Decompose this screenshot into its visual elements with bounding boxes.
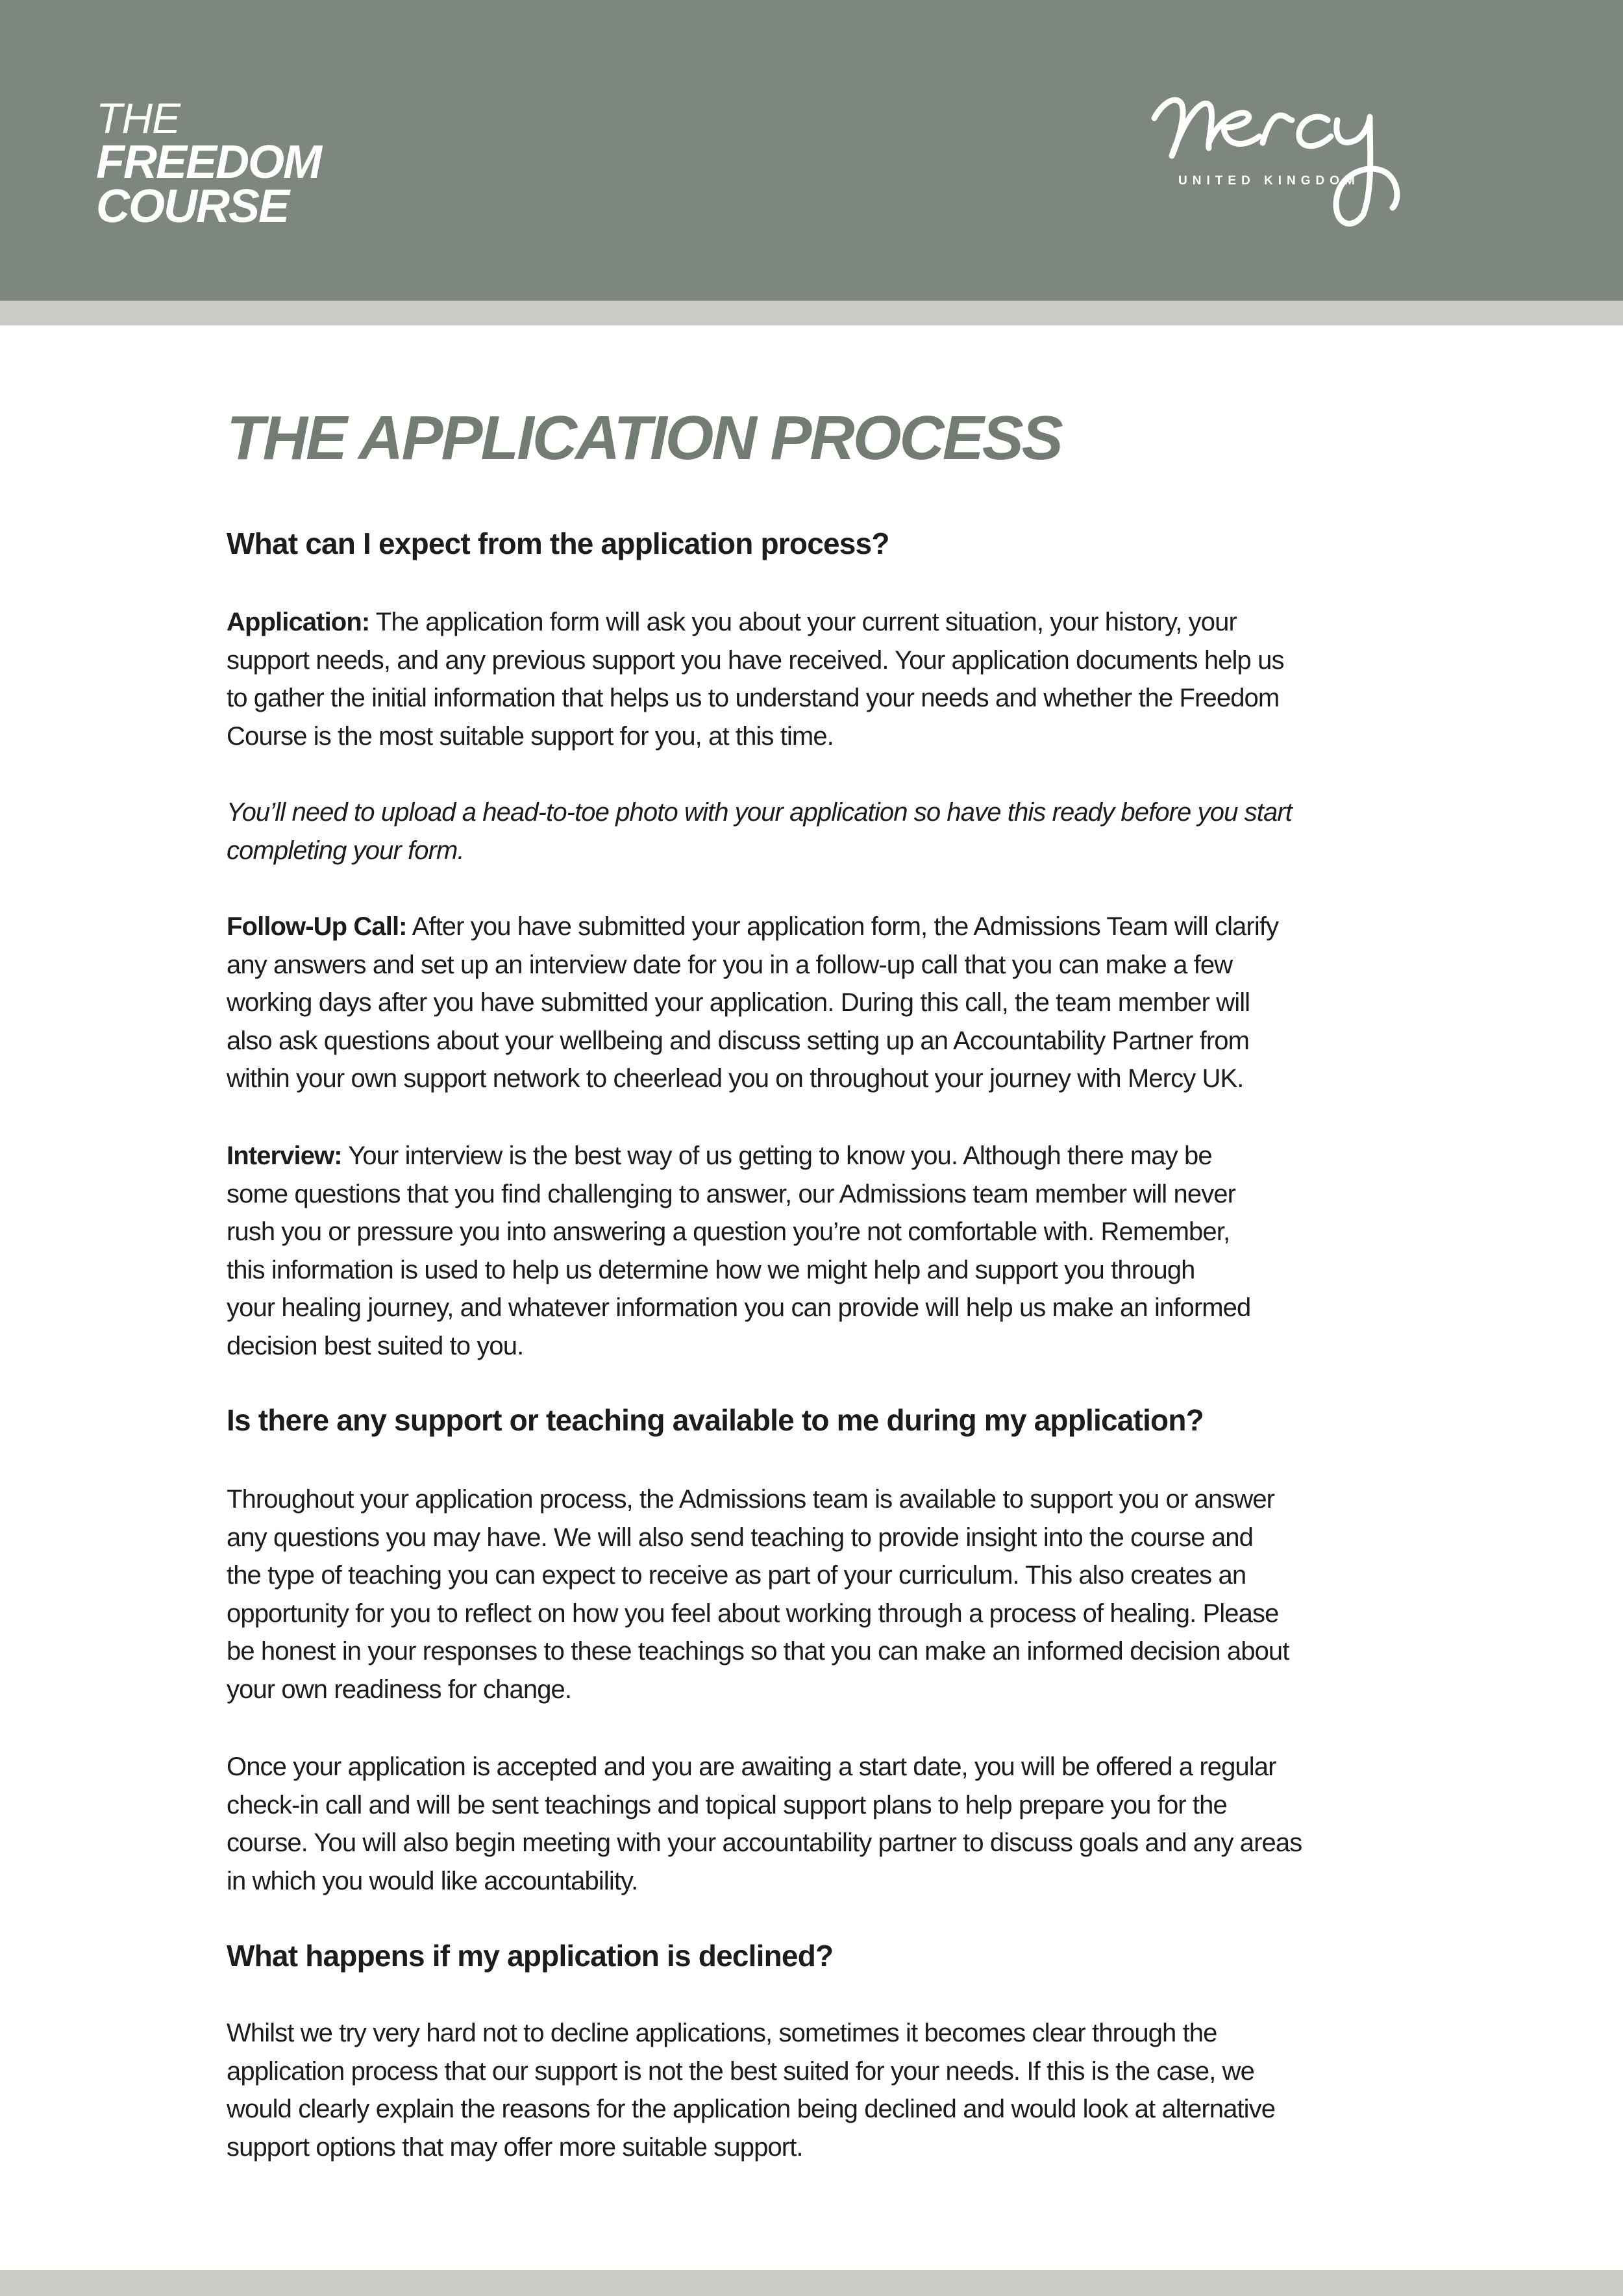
support-paragraph <box>227 1480 1289 1709</box>
text-line: course. You will also begin meeting with your accountability partner to discuss goals and any areas <box>227 1828 1302 1858</box>
mercy-script-icon <box>1149 91 1532 234</box>
text-line: some questions that you find challenging to answer, our Admissions team member will never <box>227 1179 1236 1208</box>
text-line: opportunity for you to reflect on how you feel about working through a process of healing. Please <box>227 1599 1279 1628</box>
text-line: working days after you have submitted your application. During this call, the team member will <box>227 988 1250 1017</box>
text-line: You’ll need to upload a head-to-toe photo with your application so have this ready before you start <box>227 798 1292 827</box>
question-heading: Is there any support or teaching available to me during my application? <box>227 1403 1204 1437</box>
text-line <box>227 1137 1250 1175</box>
interview-paragraph <box>227 1137 1250 1366</box>
declined-paragraph <box>227 2014 1275 2166</box>
mercy-subtitle: UNITED KINGDOM <box>1178 174 1360 188</box>
text-line: also ask questions about your wellbeing and discuss setting up an Accountability Partner from <box>227 1026 1250 1055</box>
page-header <box>0 0 1623 301</box>
lead-label: Interview: <box>227 1142 342 1170</box>
text-line: would clearly explain the reasons for the application being declined and would look at alternative <box>227 2095 1276 2124</box>
freedom-course-logo <box>96 94 321 232</box>
text-line: application process that our support is not the best suited for your needs. If this is the case, we <box>227 2056 1254 2086</box>
text-line: any answers and set up an interview date for you in a follow-up call that you can make a few <box>227 950 1233 979</box>
text-line: completing your form. <box>227 836 464 865</box>
text-line: your healing journey, and whatever information you can provide will help us make an informed <box>227 1293 1251 1323</box>
text-span: The application form will ask you about your current situation, your history, your <box>369 608 1237 636</box>
text-line: decision best suited to you. <box>227 1331 524 1360</box>
accepted-paragraph <box>227 1748 1302 1900</box>
header-band <box>0 301 1623 325</box>
mercy-uk-logo <box>1149 91 1532 234</box>
photo-note-paragraph <box>227 793 1292 869</box>
page-title: THE APPLICATION PROCESS <box>227 403 1061 473</box>
lead-label: Follow-Up Call: <box>227 912 407 941</box>
text-line: be honest in your responses to these teachings so that you can make an informed decision about <box>227 1637 1289 1666</box>
course-logo-line: COURSE <box>96 181 289 232</box>
text-line: Throughout your application process, the Admissions team is available to support you or answer <box>227 1485 1275 1514</box>
text-line: check-in call and will be sent teachings and topical support plans to help prepare you for the <box>227 1790 1227 1819</box>
footer-band <box>0 2270 1623 2296</box>
course-logo-line: FREEDOM <box>96 136 321 188</box>
text-line: Whilst we try very hard not to decline applications, sometimes it becomes clear through the <box>227 2019 1217 2047</box>
text-line: within your own support network to cheerlead you on throughout your journey with Mercy UK. <box>227 1064 1244 1093</box>
text-line: Course is the most suitable support for you, at this time. <box>227 721 834 751</box>
question-heading: What happens if my application is declined? <box>227 1939 834 1973</box>
text-line <box>227 908 1278 946</box>
text-line: support needs, and any previous support you have received. Your application documents help us <box>227 645 1284 675</box>
text-span: After you have submitted your application form, the Admissions Team will clarify <box>406 912 1279 941</box>
question-heading: What can I expect from the application process? <box>227 527 889 560</box>
text-line <box>227 603 1284 642</box>
course-logo-line: THE <box>96 94 180 142</box>
text-line: Once your application is accepted and you are awaiting a start date, you will be offered a regular <box>227 1753 1276 1781</box>
text-line: rush you or pressure you into answering a question you’re not comfortable with. Remember, <box>227 1217 1230 1247</box>
text-line: support options that may offer more suitable support. <box>227 2132 803 2162</box>
text-line: to gather the initial information that helps us to understand your needs and whether the Freedom <box>227 684 1280 713</box>
text-line: this information is used to help us determine how we might help and support you through <box>227 1255 1195 1284</box>
text-line: in which you would like accountability. <box>227 1866 638 1895</box>
text-span: Your interview is the best way of us getting to know you. Although there may be <box>341 1142 1212 1170</box>
text-line: the type of teaching you can expect to receive as part of your curriculum. This also creates an <box>227 1561 1246 1590</box>
follow-up-paragraph <box>227 908 1278 1098</box>
application-paragraph <box>227 603 1284 755</box>
text-line: your own readiness for change. <box>227 1675 572 1704</box>
text-line: any questions you may have. We will also send teaching to provide insight into the course and <box>227 1523 1253 1552</box>
lead-label: Application: <box>227 608 370 636</box>
